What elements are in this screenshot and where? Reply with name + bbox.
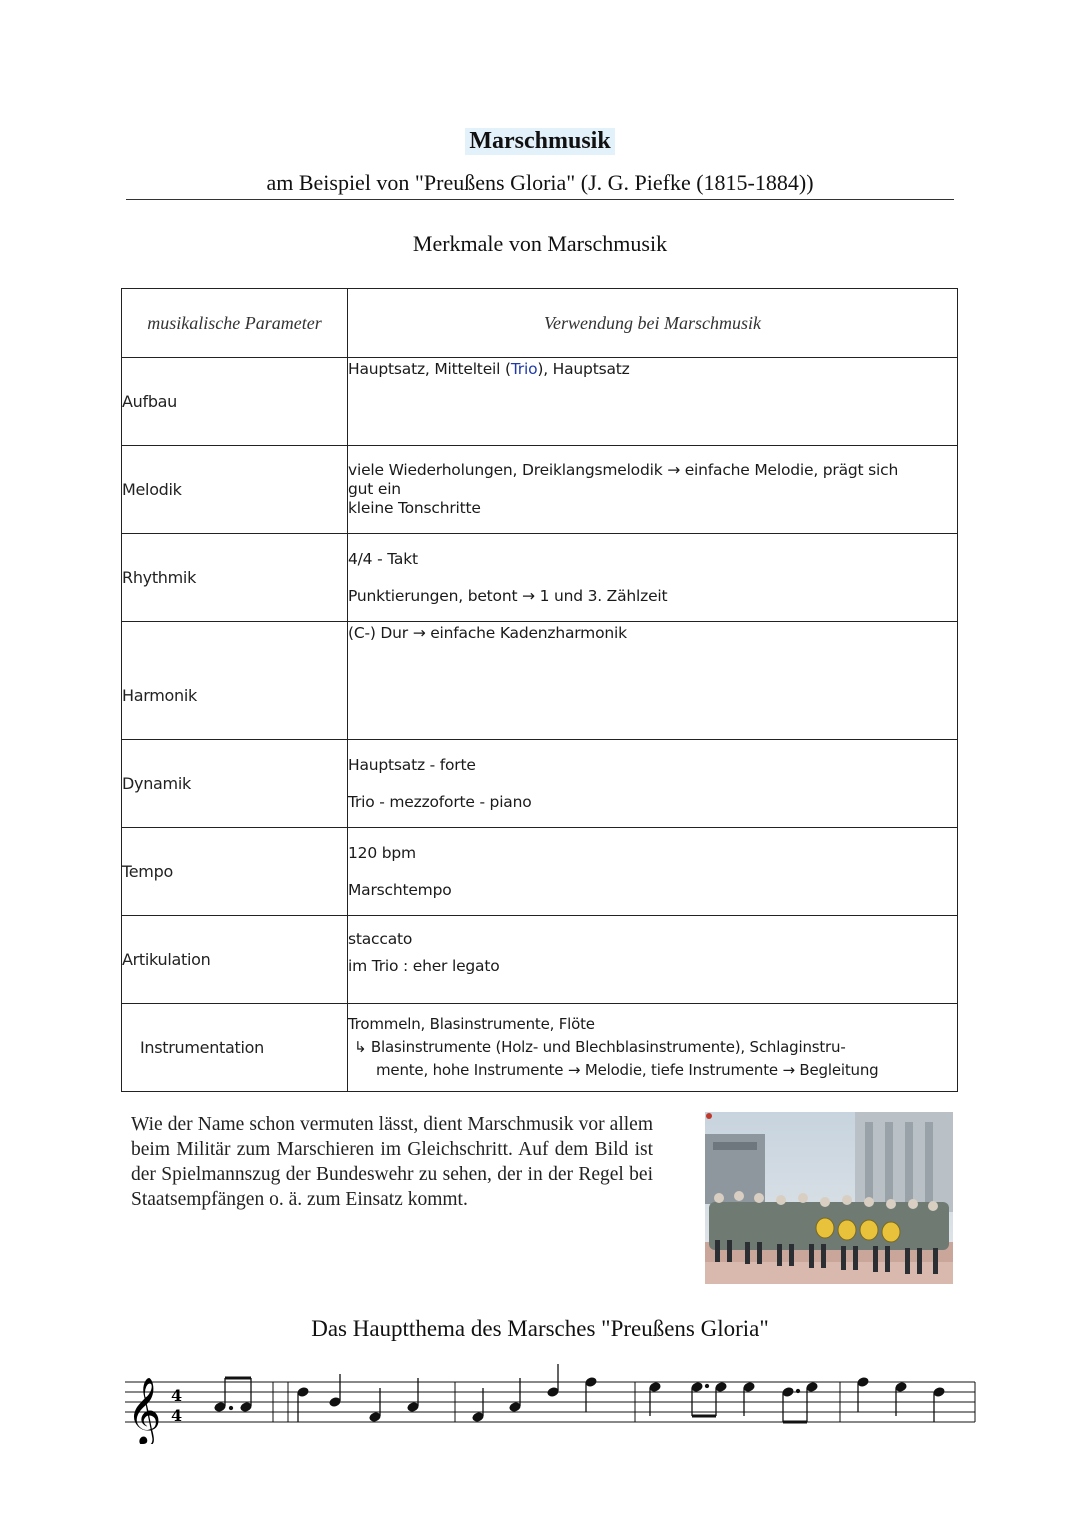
use-melodik	[348, 446, 958, 534]
spacer	[348, 865, 957, 879]
text: ), Hauptsatz	[537, 360, 630, 378]
use-harmonik	[348, 622, 958, 740]
text: mente, hohe Instrumente → Melodie, tiefe Instrumente → Begleitung	[376, 1061, 879, 1079]
staff-lines	[125, 1382, 975, 1422]
text: Hauptsatz - forte	[348, 755, 476, 774]
header-param: musikalische Parameter	[122, 289, 348, 358]
use-artikulation	[348, 916, 958, 1004]
param-dynamik: Dynamik	[122, 740, 348, 828]
table-row	[122, 828, 958, 916]
param-rhythmik: Rhythmik	[122, 534, 348, 622]
text: kleine Tonschritte	[348, 499, 481, 517]
spacer	[348, 571, 957, 585]
marching-band-photo	[705, 1112, 953, 1284]
table-row	[122, 358, 958, 446]
table-row	[122, 740, 958, 828]
header-use: Verwendung bei Marschmusik	[348, 289, 958, 358]
text: 120 bpm	[348, 843, 416, 862]
text: viele Wiederholungen, Dreiklangsmelodik → einfache Melodie, prägt sich	[348, 461, 899, 479]
param-melodik: Melodik	[122, 446, 348, 534]
text: Marschtempo	[348, 880, 452, 899]
param-harmonik: Harmonik	[122, 622, 348, 740]
treble-clef: 𝄞	[127, 1376, 162, 1444]
use-instrumentation	[348, 1004, 958, 1092]
text: 4/4 - Takt	[348, 549, 418, 568]
staff-notation	[125, 1364, 980, 1444]
score-title: Das Hauptthema des Marsches "Preußens Gloria"	[311, 1316, 769, 1341]
use-aufbau	[348, 358, 958, 446]
param-instrumentation: Instrumentation	[122, 1004, 348, 1092]
table-header-row	[122, 289, 958, 358]
table-row	[122, 622, 958, 740]
table-heading: Merkmale von Marschmusik	[412, 231, 668, 256]
notes	[214, 1364, 945, 1422]
text: gut ein	[348, 480, 401, 498]
time-sig-top: 4	[171, 1386, 183, 1405]
title-divider	[126, 199, 954, 200]
table-row	[122, 446, 958, 534]
use-tempo	[348, 828, 958, 916]
text: im Trio : eher legato	[348, 956, 500, 975]
use-dynamik	[348, 740, 958, 828]
parameter-table	[121, 288, 958, 1092]
param-aufbau: Aufbau	[122, 358, 348, 446]
table-row	[122, 1004, 958, 1092]
time-sig-bottom: 4	[171, 1406, 183, 1425]
text: (C-) Dur → einfache Kadenzharmonik	[348, 624, 627, 642]
intro-paragraph: Wie der Name schon vermuten lässt, dient Marschmusik vor allem beim Militär zum Marschieren im Gleichschritt. Auf dem Bild ist der Spielmannszug der Bundeswehr zu sehen, der in der Regel bei Staatsempfängen o. ä. zum Einsatz kommt.	[131, 1114, 653, 1210]
trio-text: Trio	[510, 360, 538, 378]
page-subtitle: am Beispiel von "Preußens Gloria" (J. G. Piefke (1815-1884))	[266, 170, 814, 195]
text: staccato	[348, 929, 413, 948]
spacer	[348, 978, 957, 992]
table-row	[122, 534, 958, 622]
photo-illustration	[705, 1112, 953, 1284]
text: Trio - mezzoforte - piano	[348, 792, 532, 811]
param-artikulation: Artikulation	[122, 916, 348, 1004]
text: Punktierungen, betont → 1 und 3. Zählzeit	[348, 586, 668, 605]
table-row	[122, 916, 958, 1004]
spacer	[348, 777, 957, 791]
use-rhythmik	[348, 534, 958, 622]
text: Hauptsatz, Mittelteil (	[348, 360, 511, 378]
text: Trommeln, Blasinstrumente, Flöte	[348, 1015, 595, 1033]
title-wrap	[0, 128, 1080, 155]
text: ↳ Blasinstrumente (Holz- und Blechblasinstrumente), Schlaginstru-	[354, 1038, 846, 1056]
page-title: Marschmusik	[465, 128, 614, 155]
music-score	[125, 1364, 980, 1444]
param-tempo: Tempo	[122, 828, 348, 916]
